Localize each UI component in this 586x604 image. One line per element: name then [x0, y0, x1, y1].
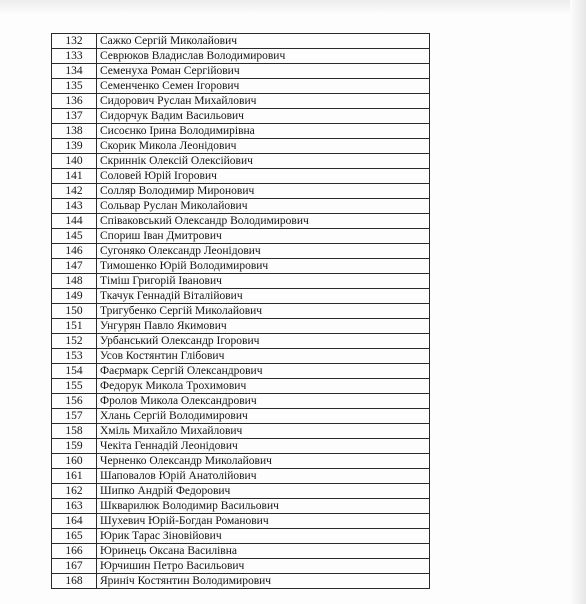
person-name: Юрчишин Петро Васильович: [97, 559, 430, 574]
table-row: [52, 229, 430, 244]
row-number: 136: [52, 94, 97, 109]
row-number: 150: [52, 304, 97, 319]
person-name: Сольвар Руслан Миколайович: [97, 199, 430, 214]
row-number: 146: [52, 244, 97, 259]
person-name: Черненко Олександр Миколайович: [97, 454, 430, 469]
table-row: [52, 124, 430, 139]
table-row: [52, 244, 430, 259]
person-name: Шипко Андрій Федорович: [97, 484, 430, 499]
table-row: [52, 64, 430, 79]
person-name: Хлань Сергій Володимирович: [97, 409, 430, 424]
names-table: [51, 33, 430, 589]
table-row: [52, 34, 430, 49]
table-row: [52, 199, 430, 214]
row-number: 133: [52, 49, 97, 64]
scan-shadow-right: [570, 0, 586, 604]
person-name: Співаковський Олександр Володимирович: [97, 214, 430, 229]
table-row: [52, 109, 430, 124]
table-row: [52, 154, 430, 169]
person-name: Фаєрмарк Сергій Олександрович: [97, 364, 430, 379]
table-row: [52, 394, 430, 409]
table-row: [52, 79, 430, 94]
table-row: [52, 304, 430, 319]
table-row: [52, 559, 430, 574]
names-table-body: [52, 34, 430, 589]
table-row: [52, 274, 430, 289]
row-number: 151: [52, 319, 97, 334]
person-name: Севрюков Владислав Володимирович: [97, 49, 430, 64]
row-number: 164: [52, 514, 97, 529]
row-number: 137: [52, 109, 97, 124]
person-name: Юринець Оксана Василівна: [97, 544, 430, 559]
table-row: [52, 364, 430, 379]
table-row: [52, 319, 430, 334]
table-row: [52, 544, 430, 559]
row-number: 132: [52, 34, 97, 49]
scan-shadow-top: [0, 0, 586, 14]
table-row: [52, 529, 430, 544]
table-row: [52, 379, 430, 394]
row-number: 142: [52, 184, 97, 199]
person-name: Сидорчук Вадим Васильович: [97, 109, 430, 124]
row-number: 162: [52, 484, 97, 499]
row-number: 168: [52, 574, 97, 589]
person-name: Соловей Юрій Ігорович: [97, 169, 430, 184]
person-name: Спориш Іван Дмитрович: [97, 229, 430, 244]
person-name: Сугоняко Олександр Леонідович: [97, 244, 430, 259]
person-name: Урбанський Олександр Ігорович: [97, 334, 430, 349]
person-name: Семенуха Роман Сергійович: [97, 64, 430, 79]
person-name: Фролов Микола Олександрович: [97, 394, 430, 409]
table-row: [52, 289, 430, 304]
person-name: Федорук Микола Трохимович: [97, 379, 430, 394]
table-row: [52, 409, 430, 424]
row-number: 149: [52, 289, 97, 304]
row-number: 165: [52, 529, 97, 544]
person-name: Шкварилюк Володимир Васильович: [97, 499, 430, 514]
row-number: 155: [52, 379, 97, 394]
person-name: Скорик Микола Леонідович: [97, 139, 430, 154]
person-name: Унгурян Павло Якимович: [97, 319, 430, 334]
row-number: 147: [52, 259, 97, 274]
row-number: 144: [52, 214, 97, 229]
row-number: 139: [52, 139, 97, 154]
table-row: [52, 259, 430, 274]
person-name: Ткачук Геннадій Віталійович: [97, 289, 430, 304]
person-name: Сажко Сергій Миколайович: [97, 34, 430, 49]
row-number: 158: [52, 424, 97, 439]
person-name: Тіміш Григорій Іванович: [97, 274, 430, 289]
person-name: Сисоєнко Ірина Володимирівна: [97, 124, 430, 139]
person-name: Юрик Тарас Зіновійович: [97, 529, 430, 544]
person-name: Сидорович Руслан Михайлович: [97, 94, 430, 109]
row-number: 159: [52, 439, 97, 454]
row-number: 160: [52, 454, 97, 469]
table-row: [52, 169, 430, 184]
person-name: Усов Костянтин Глібович: [97, 349, 430, 364]
table-row: [52, 574, 430, 589]
table-row: [52, 49, 430, 64]
row-number: 154: [52, 364, 97, 379]
row-number: 156: [52, 394, 97, 409]
row-number: 161: [52, 469, 97, 484]
person-name: Солляр Володимир Миронович: [97, 184, 430, 199]
table-row: [52, 469, 430, 484]
row-number: 135: [52, 79, 97, 94]
row-number: 163: [52, 499, 97, 514]
table-row: [52, 349, 430, 364]
person-name: Чекіта Геннадій Леонідович: [97, 439, 430, 454]
person-name: Тимошенко Юрій Володимирович: [97, 259, 430, 274]
person-name: Хміль Михайло Михайлович: [97, 424, 430, 439]
row-number: 145: [52, 229, 97, 244]
person-name: Яриніч Костянтин Володимирович: [97, 574, 430, 589]
row-number: 153: [52, 349, 97, 364]
table-row: [52, 214, 430, 229]
person-name: Шухевич Юрій-Богдан Романович: [97, 514, 430, 529]
table-row: [52, 94, 430, 109]
row-number: 157: [52, 409, 97, 424]
table-row: [52, 424, 430, 439]
person-name: Шаповалов Юрій Анатолійович: [97, 469, 430, 484]
table-row: [52, 184, 430, 199]
row-number: 152: [52, 334, 97, 349]
table-row: [52, 139, 430, 154]
row-number: 134: [52, 64, 97, 79]
row-number: 143: [52, 199, 97, 214]
table-row: [52, 514, 430, 529]
table-row: [52, 484, 430, 499]
person-name: Скриннік Олексій Олексійович: [97, 154, 430, 169]
row-number: 140: [52, 154, 97, 169]
row-number: 167: [52, 559, 97, 574]
person-name: Семенченко Семен Ігорович: [97, 79, 430, 94]
row-number: 138: [52, 124, 97, 139]
table-row: [52, 454, 430, 469]
table-row: [52, 439, 430, 454]
table-row: [52, 499, 430, 514]
person-name: Тригубенко Сергій Миколайович: [97, 304, 430, 319]
row-number: 148: [52, 274, 97, 289]
row-number: 141: [52, 169, 97, 184]
table-row: [52, 334, 430, 349]
row-number: 166: [52, 544, 97, 559]
